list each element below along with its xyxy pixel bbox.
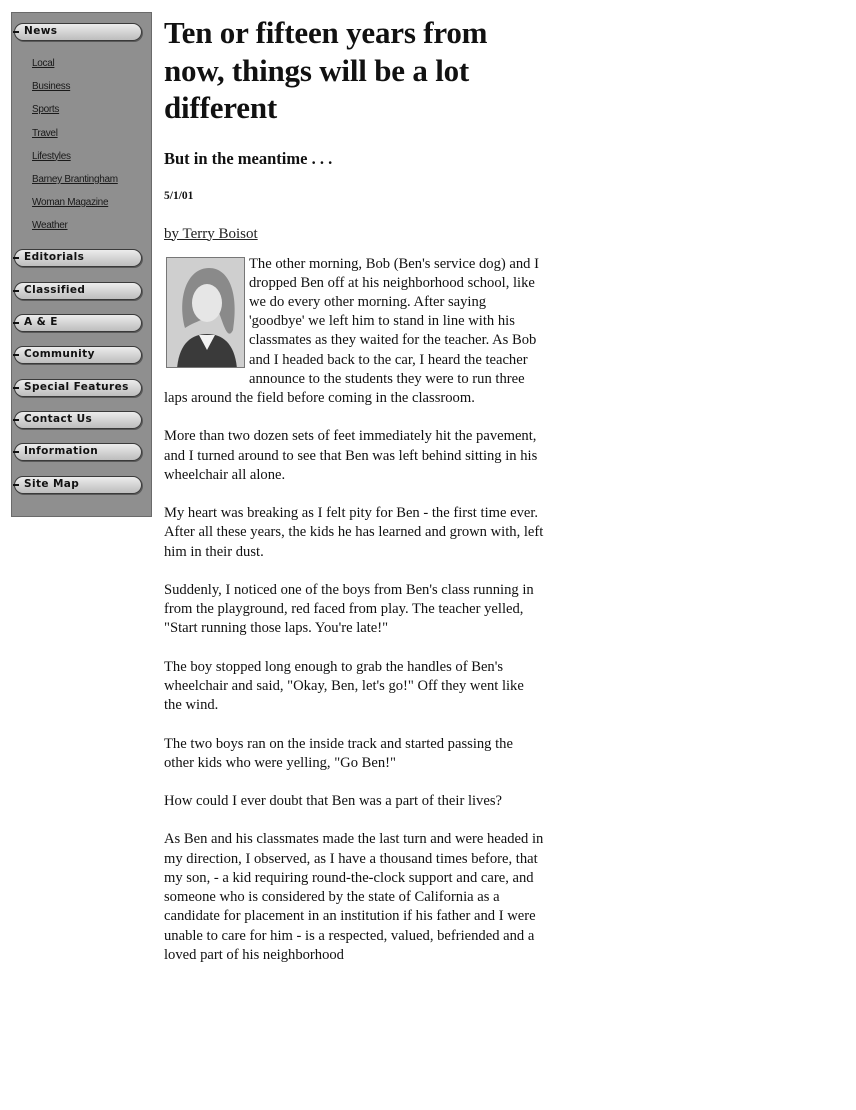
nav-community-label: Community: [24, 348, 95, 360]
link-barney-brantingham[interactable]: Barney Brantingham: [32, 173, 118, 185]
nav-ae-button[interactable]: [14, 314, 142, 332]
bullet-icon: [13, 322, 19, 324]
nav-information-label: Information: [24, 445, 99, 457]
link-travel[interactable]: Travel: [32, 127, 58, 139]
sidebar-nav: [11, 12, 152, 517]
link-sports[interactable]: Sports: [32, 104, 60, 116]
sub-item-barney: [32, 169, 118, 192]
article-headline: Ten or fifteen years from now, things will be a lot different: [164, 15, 488, 125]
nav-editorials-button[interactable]: [14, 249, 142, 267]
paragraph-2: More than two dozen sets of feet immediately hit the pavement, and I turned around to see that Ben was left behind sitting in his wheelchair all alone.: [164, 428, 538, 483]
bullet-icon: [13, 257, 19, 259]
author-photo: [166, 257, 245, 368]
author-link[interactable]: by Terry Boisot: [164, 225, 258, 242]
nav-editorials-label: Editorials: [24, 251, 85, 263]
nav-site-map-button[interactable]: [14, 476, 142, 494]
sub-item-lifestyles: [32, 146, 118, 169]
nav-classified-button[interactable]: [14, 282, 142, 300]
nav-information-button[interactable]: [14, 443, 142, 461]
nav-ae-label: A & E: [24, 316, 58, 328]
paragraph-6: The two boys ran on the inside track and started passing the other kids who were yelling, "Go Ben!": [164, 735, 513, 771]
nav-special-features-label: Special Features: [24, 381, 129, 393]
article-subhead: But in the meantime . . .: [164, 148, 333, 168]
nav-classified-label: Classified: [24, 284, 86, 296]
news-submenu: [32, 53, 118, 239]
sub-item-local: [32, 53, 118, 76]
sub-item-weather: [32, 215, 118, 238]
paragraph-3: My heart was breaking as I felt pity for Ben - the first time ever. After all these years, the kids he has learned and grown with, left him in their dust.: [164, 505, 544, 560]
author-portrait-image: [167, 258, 245, 368]
link-weather[interactable]: Weather: [32, 220, 68, 232]
nav-news-label: News: [24, 25, 58, 37]
article-body: [164, 255, 544, 965]
article: [164, 14, 544, 984]
bullet-icon: [13, 419, 19, 421]
nav-news-button[interactable]: [14, 23, 142, 41]
sub-item-sports: [32, 99, 118, 122]
bullet-icon: [13, 290, 19, 292]
article-date: 5/1/01: [164, 189, 194, 202]
nav-contact-us-label: Contact Us: [24, 413, 93, 425]
paragraph-4: Suddenly, I noticed one of the boys from Ben's class running in from the playground, red faced from play. The teacher yelled, "Start running those laps. You're late!": [164, 581, 534, 637]
link-business[interactable]: Business: [32, 81, 71, 93]
link-lifestyles[interactable]: Lifestyles: [32, 150, 71, 162]
sub-item-business: [32, 76, 118, 99]
article-byline: [164, 225, 544, 243]
paragraph-8: As Ben and his classmates made the last turn and were headed in my direction, I observed, as I have a thousand times before, that my son, - a kid requiring round-the-clock support and care, and someone who is considered by the state of California as a candidate for placement in an institution if his father and I were unable to care for him - is a respected, valued, befriended and a loved part of his neighborhood: [164, 831, 544, 963]
bullet-icon: [13, 484, 19, 486]
nav-contact-us-button[interactable]: [14, 411, 142, 429]
bullet-icon: [13, 387, 19, 389]
paragraph-5: The boy stopped long enough to grab the handles of Ben's wheelchair and said, "Okay, Ben, let's go!" Off they went like the wind.: [164, 658, 524, 714]
nav-site-map-label: Site Map: [24, 478, 80, 490]
sub-item-travel: [32, 123, 118, 146]
bullet-icon: [13, 354, 19, 356]
nav-special-features-button[interactable]: [14, 379, 142, 397]
bullet-icon: [13, 31, 19, 33]
nav-community-button[interactable]: [14, 346, 142, 364]
paragraph-1: The other morning, Bob (Ben's service dog) and I dropped Ben off at his neighborhood school, like we do every other morning. After saying 'goodbye' we left him to stand in line with his classmates as they waited for the teacher. As Bob and I headed back to the car, I heard the teacher announce to the students they were to run three laps around the field before coming in the classroom.: [164, 255, 539, 406]
sub-item-woman: [32, 192, 118, 215]
link-local[interactable]: Local: [32, 58, 55, 69]
bullet-icon: [13, 451, 19, 453]
link-woman-magazine[interactable]: Woman Magazine: [32, 197, 109, 209]
paragraph-7: How could I ever doubt that Ben was a part of their lives?: [164, 793, 502, 810]
